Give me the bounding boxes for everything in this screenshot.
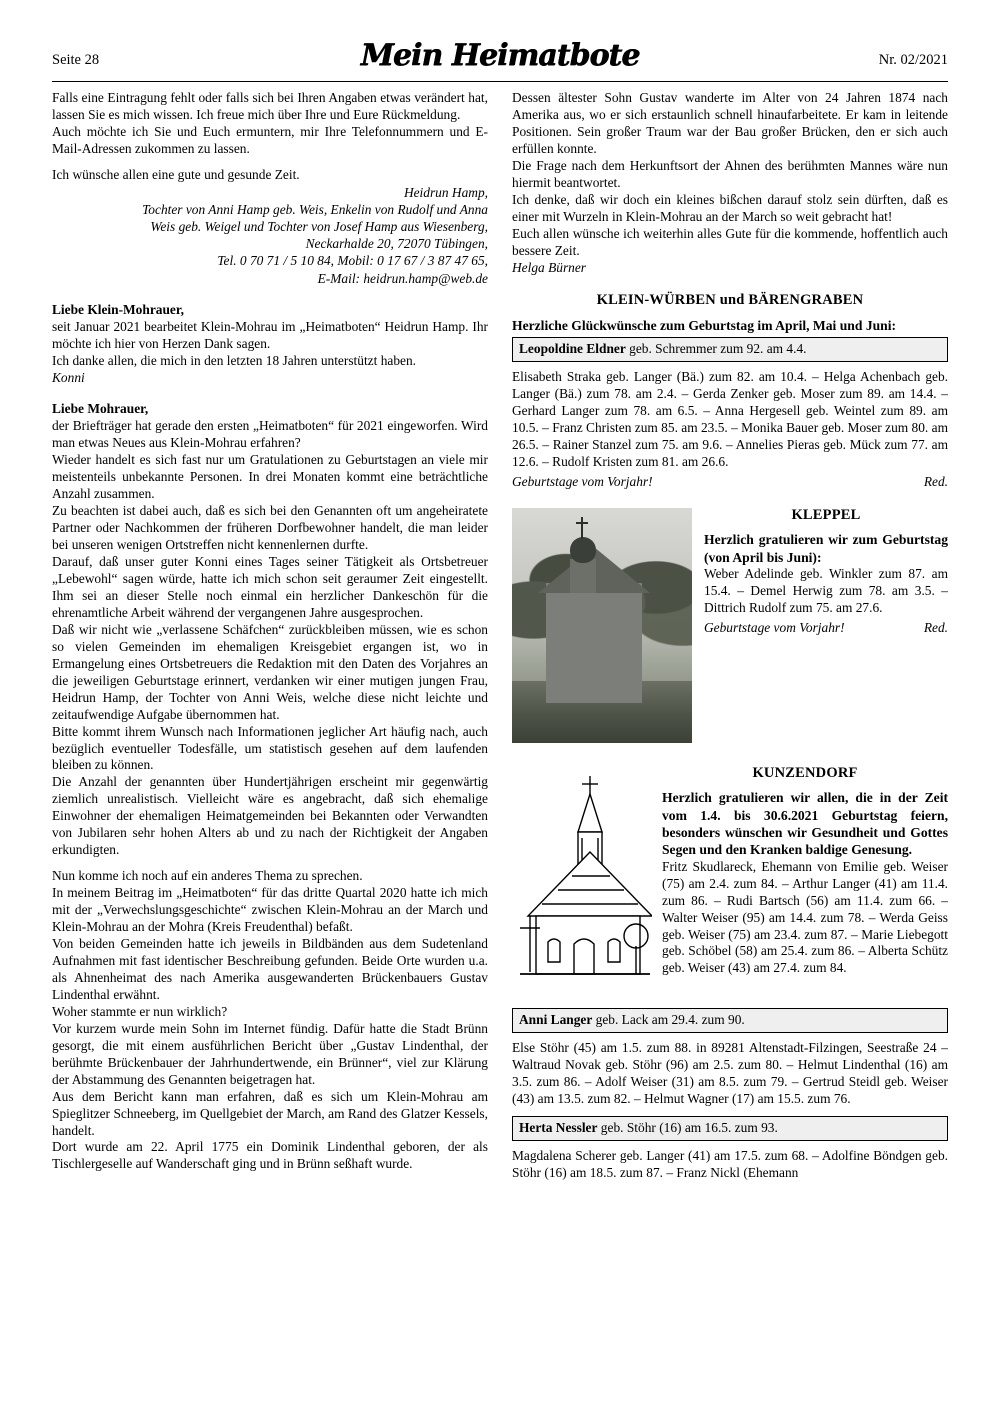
letter2-paragraph-6: Bitte kommt ihrem Wunsch nach Informationen jeglicher Art häufig nach, auch bezüglich eventueller Todesfälle, um statistisch gesehen auf dem laufenden bleiben zu können. [52,723,488,773]
highlight-detail: geb. Schremmer zum 92. am 4.4. [625,341,807,357]
two-column-body [52,90,948,1181]
kleppel-lead: Herzlich gratulieren wir zum Geburtstag (von April bis Juni): [704,532,948,565]
signature-line-5: Tel. 0 70 71 / 5 10 84, Mobil: 0 17 67 / 3 87 47 65, [217,253,488,269]
signature-line-1: Heidrun Hamp, [403,184,488,200]
kunzendorf-highlight-box-2 [512,1116,948,1141]
right-column [512,90,948,1181]
klein-wuerben-birthday-list: Elisabeth Straka geb. Langer (Bä.) zum 82. am 10.4. – Helga Achenbach geb. Langer (Bä.) zum 78. am 2.4. – Gerda Zenker geb. Moser zum 89. am 14.4. – Gerhard Langer zum 78. am 6.5. – Anna Hergesell geb. Weintel zum 89. am 10.5. – Franz Christen zum 85. am 23.5. – Monika Bauer geb. Moser zum 80. am 26.5. – Rainer Stanzel zum 75. am 9.6. – Annelies Pieras geb. Mück zum 77. am 12.6. – Rudolf Kristen zum 81. am 26.6. [512,369,948,469]
letter2-paragraph-12: Vor kurzem wurde mein Sohn im Internet fündig. Dafür hatte die Stadt Brünn gesorgt, die mit einem ausführlichen Bericht über „Gustav Lindenthal, der berühmte Brückenbauer der Jahrhundertwende, ein Brünner“, viel zur Klärung der Abstammung des Genannten beigetragen hat. [52,1020,488,1087]
masthead [52,38,948,78]
photo-chapel-body [546,583,642,703]
paragraph-correction-request: Falls eine Eintragung fehlt oder falls sich bei Ihren Angaben etwas verändert hat, lassen Sie es mich wissen. Ich freue mich über Ihre und Eure Rückmeldung. [52,90,488,122]
klein-wuerben-editor-mark: Red. [923,473,948,489]
chapel-photograph [512,508,692,743]
section-heading-kunzendorf: KUNZENDORF [752,764,858,781]
letter1-signature: Konni [52,369,85,385]
paragraph-wishes: Ich wünsche allen eine gute und gesunde Zeit. [52,166,300,182]
kunzendorf-section [512,764,948,1000]
signature-line-3: Weis geb. Weigel und Tochter von Josef Hamp aus Wiesenberg, [150,219,488,235]
section-heading-klein-wuerben: KLEIN-WÜRBEN und BÄRENGRABEN [596,292,864,309]
left-column [52,90,488,1173]
photo-onion-dome [570,537,596,563]
letter2-paragraph-1: der Briefträger hat gerade den ersten „Heimatboten“ für 2021 eingeworfen. Wird man etwas Neues aus Klein-Mohrau erfahren? [52,418,488,451]
letter2-paragraph-8: Nun komme ich noch auf ein anderes Thema zu sprechen. [52,868,363,884]
kleppel-section [512,506,948,749]
paragraph-contact-request: Auch möchte ich Sie und Euch ermuntern, mir Ihre Telefonnummern und E-Mail-Adressen zukommen zu lassen. [52,123,488,156]
photo-chapel-tower [570,559,596,593]
page-number-label: Seite 28 [52,52,100,68]
klein-wuerben-note-row [512,474,948,491]
kleppel-note-row [704,620,948,637]
highlight-detail-herta-nessler: geb. Stöhr (16) am 16.5. zum 93. [597,1119,778,1135]
photo-spire [581,517,583,539]
klein-wuerben-highlight-box [512,337,948,362]
highlight-detail-anni-langer: geb. Lack am 29.4. zum 90. [592,1011,745,1027]
section-heading-kleppel: KLEPPEL [791,506,861,523]
right-paragraph-4: Euch allen wünsche ich weiterhin alles Gute für die kommende, hoffentlich auch bessere Zeit. [512,225,948,258]
right-signature: Helga Bürner [512,259,587,275]
kunzendorf-birthday-list-3: Magdalena Scherer geb. Langer (41) am 17.5. zum 68. – Adolfine Böndgen geb. Stöhr (16) am 18.5. zum 87. – Franz Nickl (Ehemann [512,1147,948,1180]
issue-number-label: Nr. 02/2021 [878,52,948,68]
kunzendorf-lead: Herzlich gratulieren wir allen, die in der Zeit vom 1.4. bis 30.6.2021 Geburtstag feiern, besonders wünschen wir Gesundheit und Gottes Segen und den Kranken baldige Genesung. [662,790,948,858]
kleppel-editor-mark: Red. [923,619,948,635]
letter2-paragraph-11: Woher stammte er nun wirklich? [52,1003,228,1019]
letter2-paragraph-2: Wieder handelt es sich fast nur um Gratulationen zu Geburtstagen an viele mir meistenteils unbekannte Personen. In drei Monaten kommt eine beträchtliche Anzahl zusammen. [52,452,488,502]
kleppel-birthday-list: Weber Adelinde geb. Winkler zum 87. am 15.4. – Demel Herwig zum 78. am 3.5. – Dittrich Rudolf zum 75. am 27.6. [704,565,948,615]
letter1-heading: Liebe Klein-Mohrauer, [52,301,184,317]
letter2-heading: Liebe Mohrauer, [52,401,149,417]
publication-title: Mein Heimatbote [360,38,640,73]
church-line-drawing [512,766,652,996]
letter1-paragraph-1: seit Januar 2021 bearbeitet Klein-Mohrau im „Heimatboten“ Heidrun Hamp. Ihr möchte ich hier von Herzen Dank sagen. [52,318,488,351]
letter2-paragraph-5: Daß wir nicht wie „verlassene Schäfchen“ zurückbleiben müssen, wie es schon so vielen Gemeinden im ehemaligen Kreisgebiet ergangen ist, wo in Ermangelung eines Ortsbetreuers die Redaktion mit den Daten des Vorjahres an die jeweiligen Geburtstage erinnert, verdanken wir einer mutigen jungen Frau, Heidrun Hamp, der Tochter von Anni Weis, welche diese nicht leichte und zeitaufwendige Aufgabe übernommen hat. [52,621,488,722]
letter2-paragraph-13: Aus dem Bericht kann man erfahren, daß es sich um Klein-Mohrau am Spieglitzer Schneeberg, im Quellgebiet der March, am Rand des Glatzer Kessels, handelt. [52,1088,488,1138]
letter2-paragraph-3: Zu beachten ist dabei auch, daß es sich bei den Genannten oft um angeheiratete Partner oder Nachkommen der früheren Dorfbewohner handelt, die man leider bei unseren wenigen Ortstreffen nicht kennenlernen durfte. [52,503,488,553]
signature-heidrun-hamp [52,184,488,287]
signature-line-4: Neckarhalde 20, 72070 Tübingen, [305,236,488,252]
right-paragraph-3: Ich denke, daß wir doch ein kleines bißchen darauf stolz sein dürften, daß es einer mit Wurzeln in Klein-Mohrau an der March so weit gebracht hat! [512,191,948,224]
right-paragraph-2: Die Frage nach dem Herkunftsort der Ahnen des berühmten Mannes wäre nun hiermit beantwortet. [512,157,948,190]
letter2-paragraph-14: Dort wurde am 22. April 1775 ein Dominik Lindenthal geboren, der als Tischlergeselle auf Wanderschaft ging und in Brünn seßhaft wurde. [52,1139,488,1172]
right-paragraph-1: Dessen ältester Sohn Gustav wanderte im Alter von 24 Jahren 1874 nach Amerika aus, wo er sich erstaunlich schnell hinaufarbeitete. Er kam in leitende Positionen. Sein großer Traum war der Bau großer Brücken, den er sich auch erfüllen konnte. [512,90,948,156]
kunzendorf-highlight-box-1 [512,1008,948,1033]
highlight-name-herta-nessler: Herta Nessler [519,1119,598,1135]
letter2-paragraph-10: Von beiden Gemeinden hatte ich jeweils in Bildbänden aus dem Sudetenland Aufnahmen mit fast identischer Beschreibung gefunden. Beide Orte wurden u.a. als Ahnenheimat des nach Amerika ausgewanderten Brückenbauers Gustav Lindenthal erwähnt. [52,936,488,1002]
klein-wuerben-note: Geburtstage vom Vorjahr! [512,473,653,489]
highlight-name-anni-langer: Anni Langer [519,1011,593,1027]
kleppel-note: Geburtstage vom Vorjahr! [704,619,845,635]
letter2-paragraph-7: Die Anzahl der genannten über Hundertjährigen erscheint mir gegenwärtig ziemlich unrealistisch. Vielleicht wäre es angebracht, daß sich ehemalige Einwohner der ehemaligen Heimatgemeinden bei Bekannten oder Verwandten von Jubilaren sehr hohen Alters ab und zu nach der Richtigkeit der Angaben erkundigten. [52,774,488,858]
highlight-name-leopoldine-eldner: Leopoldine Eldner [519,341,626,357]
letter2-paragraph-9: In meinem Beitrag im „Heimatboten“ für das dritte Quartal 2020 hatte ich mich mit der „Verwechslungsgeschichte“ zwischen Klein-Mohrau an der March und Klein-Mohrau an der Mohra (Kreis Freudenthal) befaßt. [52,885,488,935]
church-illustration-svg [512,766,652,996]
letter1-paragraph-2: Ich danke allen, die mich in den letzten 18 Jahren unterstützt haben. [52,352,417,368]
letter2-paragraph-4: Darauf, daß unser guter Konni eines Tages seiner Tätigkeit als Ortsbetreuer „Lebewohl“ sagen würde, hatte ich mich schon seit geraumer Zeit eingestellt. Ihm sei an dieser Stelle noch einmal ein herzlicher Dankeschön für die ehrenamtliche Arbeit während der vergangenen Jahre ausgesprochen. [52,554,488,620]
cross-icon [576,522,588,524]
signature-line-6: E-Mail: heidrun.hamp@web.de [317,270,488,286]
klein-wuerben-lead: Herzliche Glückwünsche zum Geburtstag im April, Mai und Juni: [512,317,897,333]
kunzendorf-birthday-list-2: Else Stöhr (45) am 1.5. zum 88. in 89281 Altenstadt-Filzingen, Seestraße 24 – Waltraud Novak geb. Stöhr (96) am 2.5. zum 80. – Helmut Lindenthal (16) am 3.5. zum 86. – Adolf Weiser (31) am 8.5. zum 79. – Gertrud Steidl geb. Weiser (43) am 13.5. zum 82. – Helmut Wagner (17) am 15.5. zum 76. [512,1039,948,1106]
header-divider [52,81,948,82]
kunzendorf-birthday-list-1: Fritz Skudlareck, Ehemann von Emilie geb. Weiser (75) am 2.4. zum 84. – Arthur Langer (41) am 11.4. zum 86. – Rudi Bartsch (56) am 11.4. zum 66. – Walter Weiser (95) am 14.4. zum 78. – Werda Geiss geb. Weiser (75) am 23.4. zum 87. – Marie Liebegott geb. Schöbel (58) am 25.4. zum 86. – Alberta Schütz geb. Weiser (43) am 27.4. zum 84. [662,858,948,976]
signature-line-2: Tochter von Anni Hamp geb. Weis, Enkelin von Rudolf und Anna [142,201,488,217]
